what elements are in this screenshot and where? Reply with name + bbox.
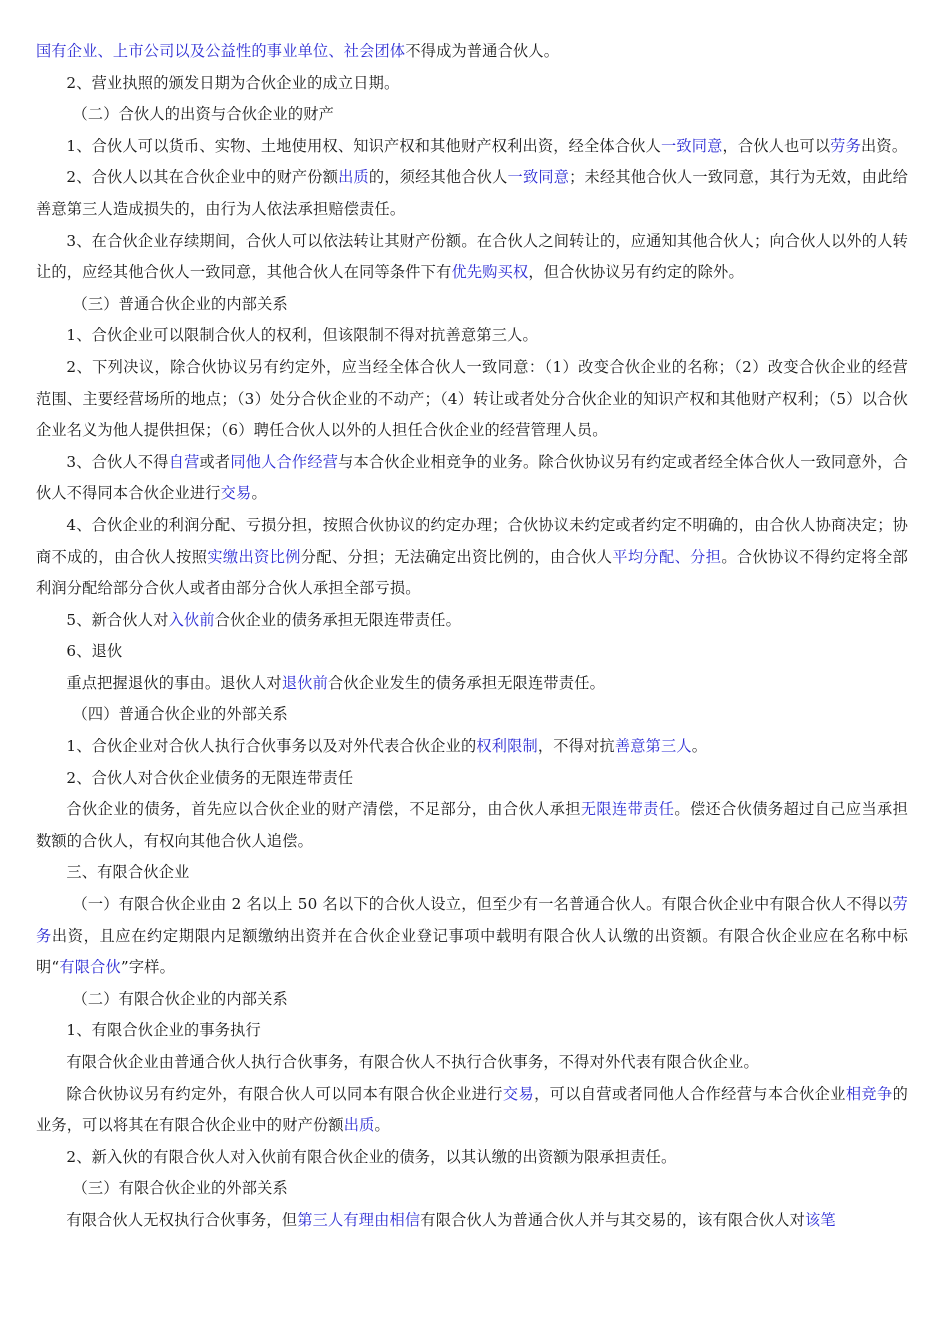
text-segment: 。合伙协议不得约定将全部利润分配给部分合伙人或者由部分合伙人承担全部亏损。	[36, 547, 909, 598]
highlighted-term: 自营	[168, 452, 200, 471]
paragraph	[36, 447, 908, 510]
text-segment: 出资，且应在约定期限内足额缴纳出资并在合伙企业登记事项中载明有限合伙人认缴的出资额。有限合伙企业应在名称中标明“	[36, 926, 908, 977]
highlighted-term: 出质	[343, 1116, 375, 1135]
text-segment: 除合伙协议另有约定外，有限合伙人可以同本有限合伙企业进行	[66, 1084, 503, 1103]
highlighted-term: 交易	[220, 484, 252, 503]
text-segment: 2、合伙人以其在合伙企业中的财产份额	[66, 168, 339, 187]
text-segment: 3、在合伙企业存续期间，合伙人可以依法转让其财产份额。在合伙人之间转让的，应通知其他合伙人；向合伙人以外的人转让的，应经其他合伙人一致同意，其他合伙人在同等条件下有	[36, 231, 908, 282]
paragraph	[36, 1015, 908, 1047]
text-segment: （二）合伙人的出资与合伙企业的财产	[72, 105, 335, 124]
paragraph	[36, 1047, 908, 1079]
text-segment: 有限合伙人无权执行合伙事务，但	[66, 1210, 298, 1229]
highlighted-term: 劳务	[36, 895, 908, 945]
highlighted-term: 善意第三人	[614, 737, 692, 756]
paragraph	[36, 1079, 908, 1142]
highlighted-term: 权利限制	[476, 737, 538, 756]
text-segment: （一）有限合伙企业由 2 名以上 50 名以下的合伙人设立，但至少有一名普通合伙人。有限合伙企业中有限合伙人不得以	[72, 895, 893, 914]
text-segment: ，不得对抗	[537, 737, 615, 756]
paragraph	[36, 162, 908, 225]
text-segment: 有限合伙人为普通合伙人并与其交易的，该有限合伙人对	[420, 1210, 805, 1229]
text-segment: ，可以自营或者同他人合作经营与本合伙企业	[534, 1084, 846, 1103]
paragraph	[36, 763, 908, 795]
text-segment: 的，须经其他合伙人	[368, 168, 508, 187]
highlighted-term: 平均分配、分担	[612, 547, 722, 566]
highlighted-term: 第三人有理由相信	[297, 1210, 421, 1229]
text-segment: （三）普通合伙企业的内部关系	[72, 294, 288, 313]
text-segment: （四）普通合伙企业的外部关系	[72, 705, 288, 724]
text-segment: （三）有限合伙企业的外部关系	[72, 1179, 288, 1198]
text-segment: ”字样。	[120, 958, 176, 977]
text-segment: 合伙企业的债务，首先应以合伙企业的财产清偿，不足部分，由合伙人承担	[66, 800, 581, 819]
text-segment: 有限合伙企业由普通合伙人执行合伙事务，有限合伙人不执行合伙事务，不得对外代表有限合伙企业。	[66, 1053, 759, 1071]
paragraph	[36, 510, 908, 605]
highlighted-term: 同他人合作经营	[230, 452, 339, 471]
highlighted-term: 一致同意	[660, 136, 723, 155]
text-segment: 三、有限合伙企业	[66, 863, 190, 882]
paragraph	[36, 320, 908, 352]
highlighted-term: 一致同意	[507, 168, 570, 187]
text-segment: 4、合伙企业的利润分配、亏损分担，按照合伙协议的约定办理；合伙协议未约定或者约定不明确的，由合伙人协商决定；协商不成的，由合伙人按照	[36, 515, 908, 566]
paragraph	[36, 68, 908, 100]
paragraph	[36, 1205, 908, 1237]
text-segment: 3、合伙人不得	[66, 452, 169, 471]
highlighted-term: 交易	[502, 1084, 535, 1103]
text-segment: 1、合伙人可以货币、实物、土地使用权、知识产权和其他财产权利出资，经全体合伙人	[66, 136, 661, 155]
text-segment: 2、新入伙的有限合伙人对入伙前有限合伙企业的债务，以其认缴的出资额为限承担责任。	[66, 1147, 677, 1166]
text-segment: 。偿还合伙债务超过自己应当承担数额的合伙人，有权向其他合伙人追偿。	[36, 800, 909, 850]
highlighted-term: 优先购买权	[451, 263, 529, 282]
highlighted-term: 国有企业、上市公司以及公益性的事业单位、社会团体	[36, 42, 406, 60]
paragraph	[36, 984, 908, 1016]
highlighted-term: 无限连带责任	[580, 800, 675, 819]
text-segment: 分配、分担；无法确定出资比例的，由合伙人	[300, 547, 613, 566]
paragraph	[36, 889, 908, 984]
paragraph	[36, 99, 908, 131]
highlighted-term: 劳务	[830, 136, 862, 155]
text-segment: ，合伙人也可以	[722, 136, 831, 155]
highlighted-term: 退伙前	[281, 673, 328, 692]
highlighted-term: 入伙前	[168, 610, 215, 629]
text-segment: 1、合伙企业对合伙人执行合伙事务以及对外代表合伙企业的	[66, 737, 477, 756]
highlighted-term: 该笔	[805, 1210, 836, 1229]
paragraph	[36, 636, 908, 668]
text-segment: 2、合伙人对合伙企业债务的无限连带责任	[66, 768, 354, 787]
text-segment: 2、营业执照的颁发日期为合伙企业的成立日期。	[66, 73, 400, 92]
highlighted-term: 相竞争	[845, 1084, 893, 1103]
text-segment: ；未经其他合伙人一致同意，其行为无效，由此给善意第三人造成损失的，由行为人依法承担赔偿责任。	[36, 168, 908, 218]
highlighted-term: 有限合伙	[59, 958, 121, 977]
paragraph	[36, 352, 908, 447]
text-segment: 。	[251, 484, 267, 503]
text-segment: 重点把握退伙的事由。退伙人对	[66, 673, 282, 692]
paragraph	[36, 1173, 908, 1205]
text-segment: 出资。	[861, 136, 908, 155]
paragraph	[36, 131, 908, 163]
paragraph	[36, 857, 908, 889]
text-segment: 。	[374, 1116, 390, 1135]
text-segment: 。	[691, 737, 708, 756]
text-segment: 的业务，可以将其在有限合伙企业中的财产份额	[36, 1084, 909, 1135]
paragraph	[36, 605, 908, 637]
text-segment: 或者	[199, 452, 231, 471]
text-segment: 6、退伙	[66, 642, 123, 661]
highlighted-term: 出质	[338, 168, 369, 187]
paragraph	[36, 668, 908, 700]
paragraph	[36, 731, 908, 763]
text-segment: 不得成为普通合伙人。	[405, 42, 560, 60]
highlighted-term: 实缴出资比例	[207, 547, 301, 566]
text-segment: 1、合伙企业可以限制合伙人的权利，但该限制不得对抗善意第三人。	[66, 326, 538, 345]
paragraph	[36, 794, 908, 857]
text-segment: 2、下列决议，除合伙协议另有约定外，应当经全体合伙人一致同意：（1）改变合伙企业的名称；（2）改变合伙企业的经营范围、主要经营场所的地点；（3）处分合伙企业的不动产；（4）转让或者处分合伙企业的知识产权和其他财产权利；（5）以合伙企业名义为他人提供担保；（6）聘任合伙人以外的人担任合伙企业的经营管理人员。	[36, 357, 908, 440]
paragraph	[36, 699, 908, 731]
paragraph	[36, 1142, 908, 1174]
text-segment: 5、新合伙人对	[66, 610, 169, 629]
text-segment: ，但合伙协议另有约定的除外。	[528, 263, 744, 282]
paragraph	[36, 226, 908, 289]
text-segment: （二）有限合伙企业的内部关系	[72, 989, 288, 1008]
paragraph	[36, 36, 908, 68]
text-segment: 合伙企业发生的债务承担无限连带责任。	[328, 673, 605, 692]
text-segment: 与本合伙企业相竞争的业务。除合伙协议另有约定或者经全体合伙人一致同意外，合伙人不得同本合伙企业进行	[36, 452, 908, 503]
text-segment: 1、有限合伙企业的事务执行	[66, 1021, 261, 1040]
paragraph	[36, 289, 908, 321]
text-segment: 合伙企业的债务承担无限连带责任。	[214, 610, 461, 629]
